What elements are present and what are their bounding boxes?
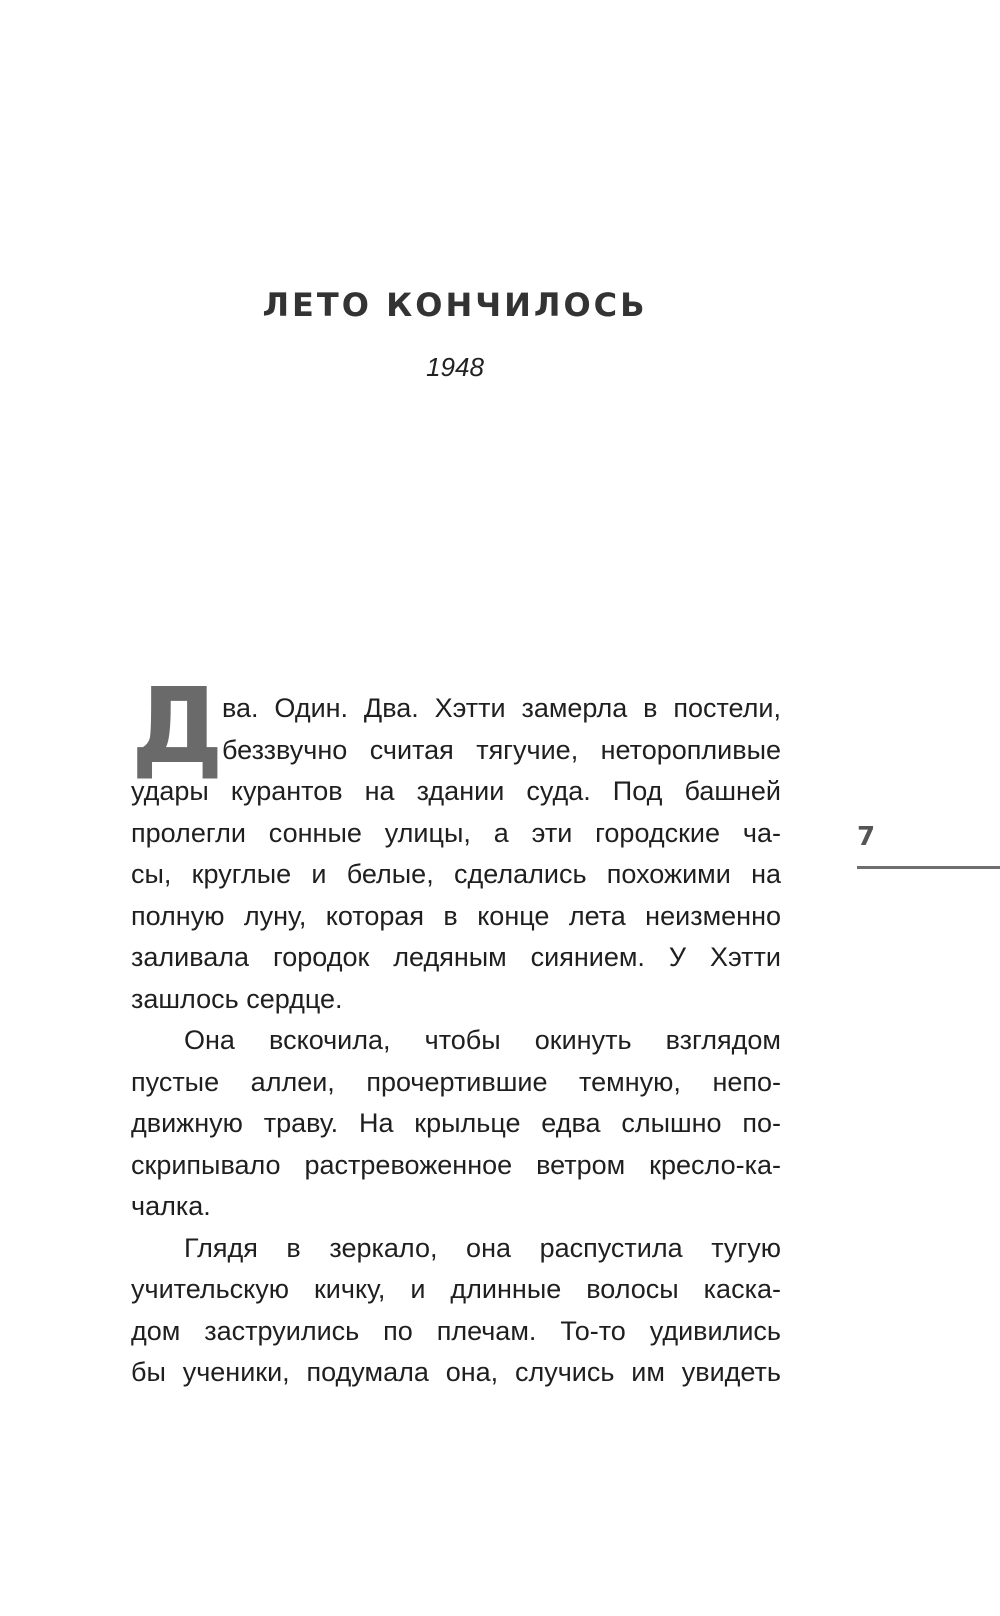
drop-cap: Д xyxy=(131,665,224,787)
text-line: ва. Один. Два. Хэтти замерла в постели, xyxy=(222,693,781,723)
text-line: движную траву. На крыльце едва слышно по- xyxy=(131,1108,781,1138)
text-line: полную луну, которая в конце лета неизменно xyxy=(131,900,781,931)
text-line: дом заструились по плечам. То-то удивились xyxy=(131,1315,781,1346)
text-line: сы, круглые и белые, сделались похожими на xyxy=(131,859,781,889)
text-line: удары курантов на здании суда. Под башней xyxy=(131,776,781,806)
text-line: пролегли сонные улицы, а эти городские ча- xyxy=(131,817,781,848)
text-line: заливала городок ледяным сиянием. У Хэтти xyxy=(131,942,781,972)
paragraph-1 xyxy=(131,688,781,1020)
page-number-rule xyxy=(857,866,1000,869)
text-line: Глядя в зеркало, она распустила тугую xyxy=(184,1232,781,1263)
text-line: Она вскочила, чтобы окинуть взглядом xyxy=(184,1025,781,1055)
paragraph-2 xyxy=(131,1020,781,1228)
text-line: скрипывало растревоженное ветром кресло-ка- xyxy=(131,1149,781,1180)
text-line: беззвучно считая тягучие, неторопливые xyxy=(222,734,781,765)
text-line: учительскую кичку, и длинные волосы каска- xyxy=(131,1274,781,1304)
chapter-title: ЛЕТО КОНЧИЛОСЬ xyxy=(262,286,648,324)
text-line: чалка. xyxy=(131,1191,211,1221)
text-line: пустые аллеи, прочертившие темную, непо- xyxy=(131,1066,781,1097)
page-number: 7 xyxy=(857,822,876,852)
text-line: зашлось сердце. xyxy=(131,983,343,1014)
paragraph-3 xyxy=(131,1228,781,1394)
body-text xyxy=(131,688,781,1394)
chapter-year: 1948 xyxy=(426,352,484,382)
text-line: бы ученики, подумала она, случись им увидеть xyxy=(131,1357,781,1387)
